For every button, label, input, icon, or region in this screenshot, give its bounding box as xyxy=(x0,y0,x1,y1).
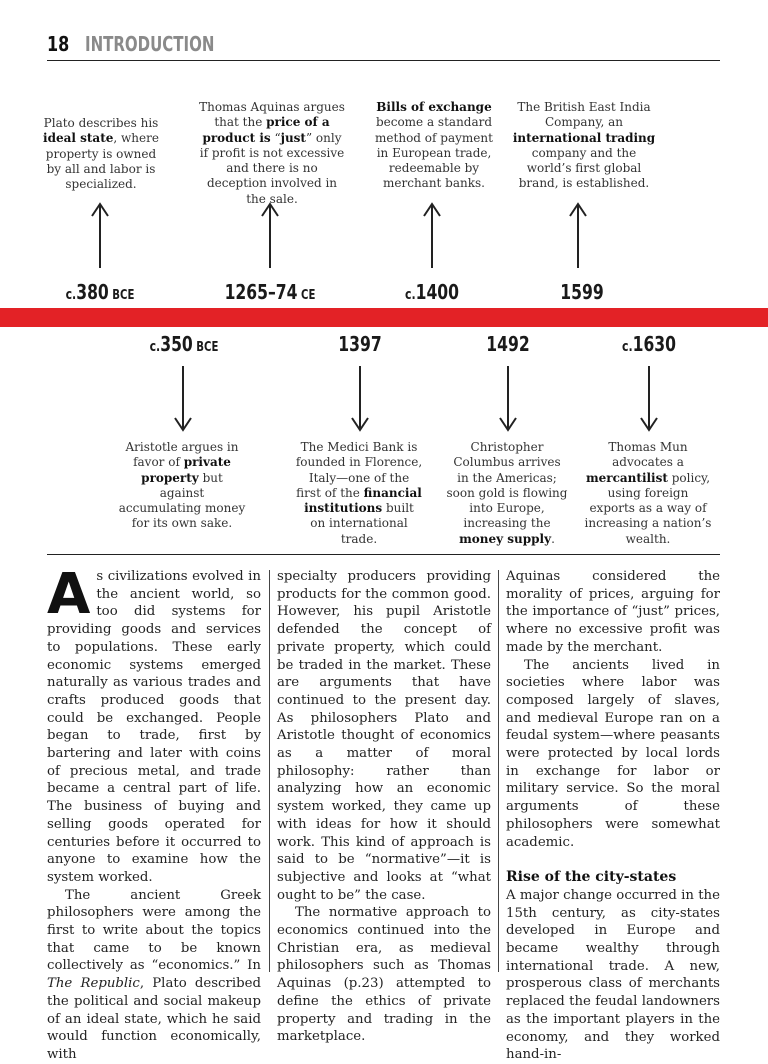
book-title: The Republic xyxy=(47,976,140,992)
timeline-bottom-year xyxy=(610,332,688,356)
key-term: mercantilist xyxy=(585,470,668,485)
key-term: just xyxy=(280,130,306,145)
year-number: 1397 xyxy=(338,332,382,356)
body-column-2 xyxy=(277,568,491,1046)
subheading: Rise of the city-states xyxy=(506,869,677,886)
timeline-top-year xyxy=(219,280,320,304)
body-column-1 xyxy=(47,562,262,1064)
year-number: 1599 xyxy=(560,280,604,304)
timeline-bottom-text: Aristotle argues in favor of private property but against accumulating money for its own sake. xyxy=(118,440,246,531)
down-arrow-icon xyxy=(498,364,518,434)
timeline-top-year xyxy=(61,280,139,304)
up-arrow-icon xyxy=(422,200,442,270)
timeline-bottom-text: The Medici Bank is founded in Florence, Italy—one of the first of the financial institutions built on international trade. xyxy=(295,440,423,546)
timeline-bottom-text: Christopher Columbus arrives in the Americas; soon gold is flowing into Europe, increasing the money supply. xyxy=(446,440,568,546)
up-arrow-icon xyxy=(90,200,110,270)
timeline-bottom-year xyxy=(145,332,223,356)
paragraph xyxy=(47,887,261,1064)
timeline-bar xyxy=(0,308,768,327)
paragraph-text: The ancient Greek philosophers were among the first to write about the topics that came to be known collectively as “economics.” In xyxy=(47,887,261,974)
page-header xyxy=(47,30,720,61)
year-number: 1630 xyxy=(632,332,677,356)
year-number: 380 xyxy=(76,280,109,304)
timeline-top-year xyxy=(393,280,471,304)
drop-cap: A xyxy=(47,562,91,627)
timeline-top-text: Plato describes his ideal state, where property is owned by all and labor is specialized. xyxy=(43,116,159,192)
timeline-top-text: Thomas Aquinas argues that the price of a product is “just” only if profit is not excessive and there is no deception involved in the sale. xyxy=(199,100,345,206)
paragraph: specialty producers providing products for the common good. However, his pupil Aristotle defended the concept of private property, which could be traded in the market. These are arguments that have continued to the present day. As philosophers Plato and Aristotle thought of economics as a matter of moral philosophy: rather than analyzing how an economic system worked, they came up with ideas for how it should work. This kind of approach is said to be “normative”—it is subjective and looks at “what ought to be” the case. xyxy=(277,569,491,903)
key-term: financial institutions xyxy=(304,485,422,516)
year-number: 1492 xyxy=(486,332,530,356)
key-term: international trading xyxy=(512,130,656,145)
down-arrow-icon xyxy=(173,364,193,434)
up-arrow-icon xyxy=(568,200,588,270)
key-term: Bills of exchange xyxy=(376,100,492,114)
year-suffix: CE xyxy=(297,288,316,303)
year-prefix: c. xyxy=(404,287,416,303)
key-term: ideal state xyxy=(43,131,114,146)
paragraph xyxy=(47,562,261,887)
page-number: 18 xyxy=(47,32,70,56)
column-separator xyxy=(498,570,499,972)
year-suffix: BCE xyxy=(108,288,135,303)
key-term: price of a product is xyxy=(202,115,330,145)
down-arrow-icon xyxy=(639,364,659,434)
paragraph: The ancients lived in societies where labor was composed largely of slaves, and medieval Europe ran on a feudal system—where peasants were protected by local lords in exchange for labor or military service. So the moral arguments of these philosophers were somewhat academic. xyxy=(506,657,720,850)
timeline-top-year xyxy=(543,280,621,304)
paragraph: A major change occurred in the 15th century, as city-states developed in Europe and became wealthy through international trade. A new, prosperous class of merchants replaced the feudal landowners as the important players in the economy, and they worked hand-in- xyxy=(506,887,720,1063)
paragraph-text: s civilizations evolved in the ancient world, so too did systems for providing goods and services to populations. These early economic systems emerged naturally as various trades and crafts produced goods that could be exchanged. People began to trade, first by bartering and later with coins of precious metal, and trade became a central part of life. The business of buying and selling goods operated for centuries before it occurred to anyone to examine how the system worked. xyxy=(47,569,261,885)
year-number: 1265–74 xyxy=(224,280,298,304)
section-title: INTRODUCTION xyxy=(85,32,215,56)
year-prefix: c. xyxy=(149,339,161,355)
year-prefix: c. xyxy=(65,287,77,303)
paragraph: Aquinas considered the morality of prices, arguing for the importance of “just” prices, where no excessive profit was made by the merchant. xyxy=(506,569,720,655)
key-term: money supply xyxy=(459,531,552,546)
year-number: 1400 xyxy=(415,280,460,304)
year-prefix: c. xyxy=(621,339,633,355)
paragraph: The normative approach to economics continued into the Christian era, as medieval philosophers such as Thomas Aquinas (p.23) attempted to define the ethics of private property and trading in the marketplace. xyxy=(277,905,491,1045)
timeline-bottom-year xyxy=(321,332,399,356)
year-suffix: BCE xyxy=(192,340,219,355)
key-term: private property xyxy=(141,455,231,485)
timeline-top-text: Bills of exchange become a standard method of payment in European trade, redeemable by merchant banks. xyxy=(375,100,493,191)
up-arrow-icon xyxy=(260,200,280,270)
body-column-3 xyxy=(506,568,720,1064)
timeline-bottom-year xyxy=(469,332,547,356)
timeline-top-text: The British East India Company, an international trading company and the world’s first global brand, is established. xyxy=(512,100,656,191)
column-separator xyxy=(269,570,270,972)
section-divider xyxy=(47,554,720,555)
year-number: 350 xyxy=(160,332,193,356)
paragraph-text: , Plato described the political and social makeup of an ideal state, which he said would function economically, with xyxy=(47,976,262,1062)
timeline-bottom-text: Thomas Mun advocates a mercantilist policy, using foreign exports as a way of increasing a nation’s wealth. xyxy=(584,440,712,546)
down-arrow-icon xyxy=(350,364,370,434)
